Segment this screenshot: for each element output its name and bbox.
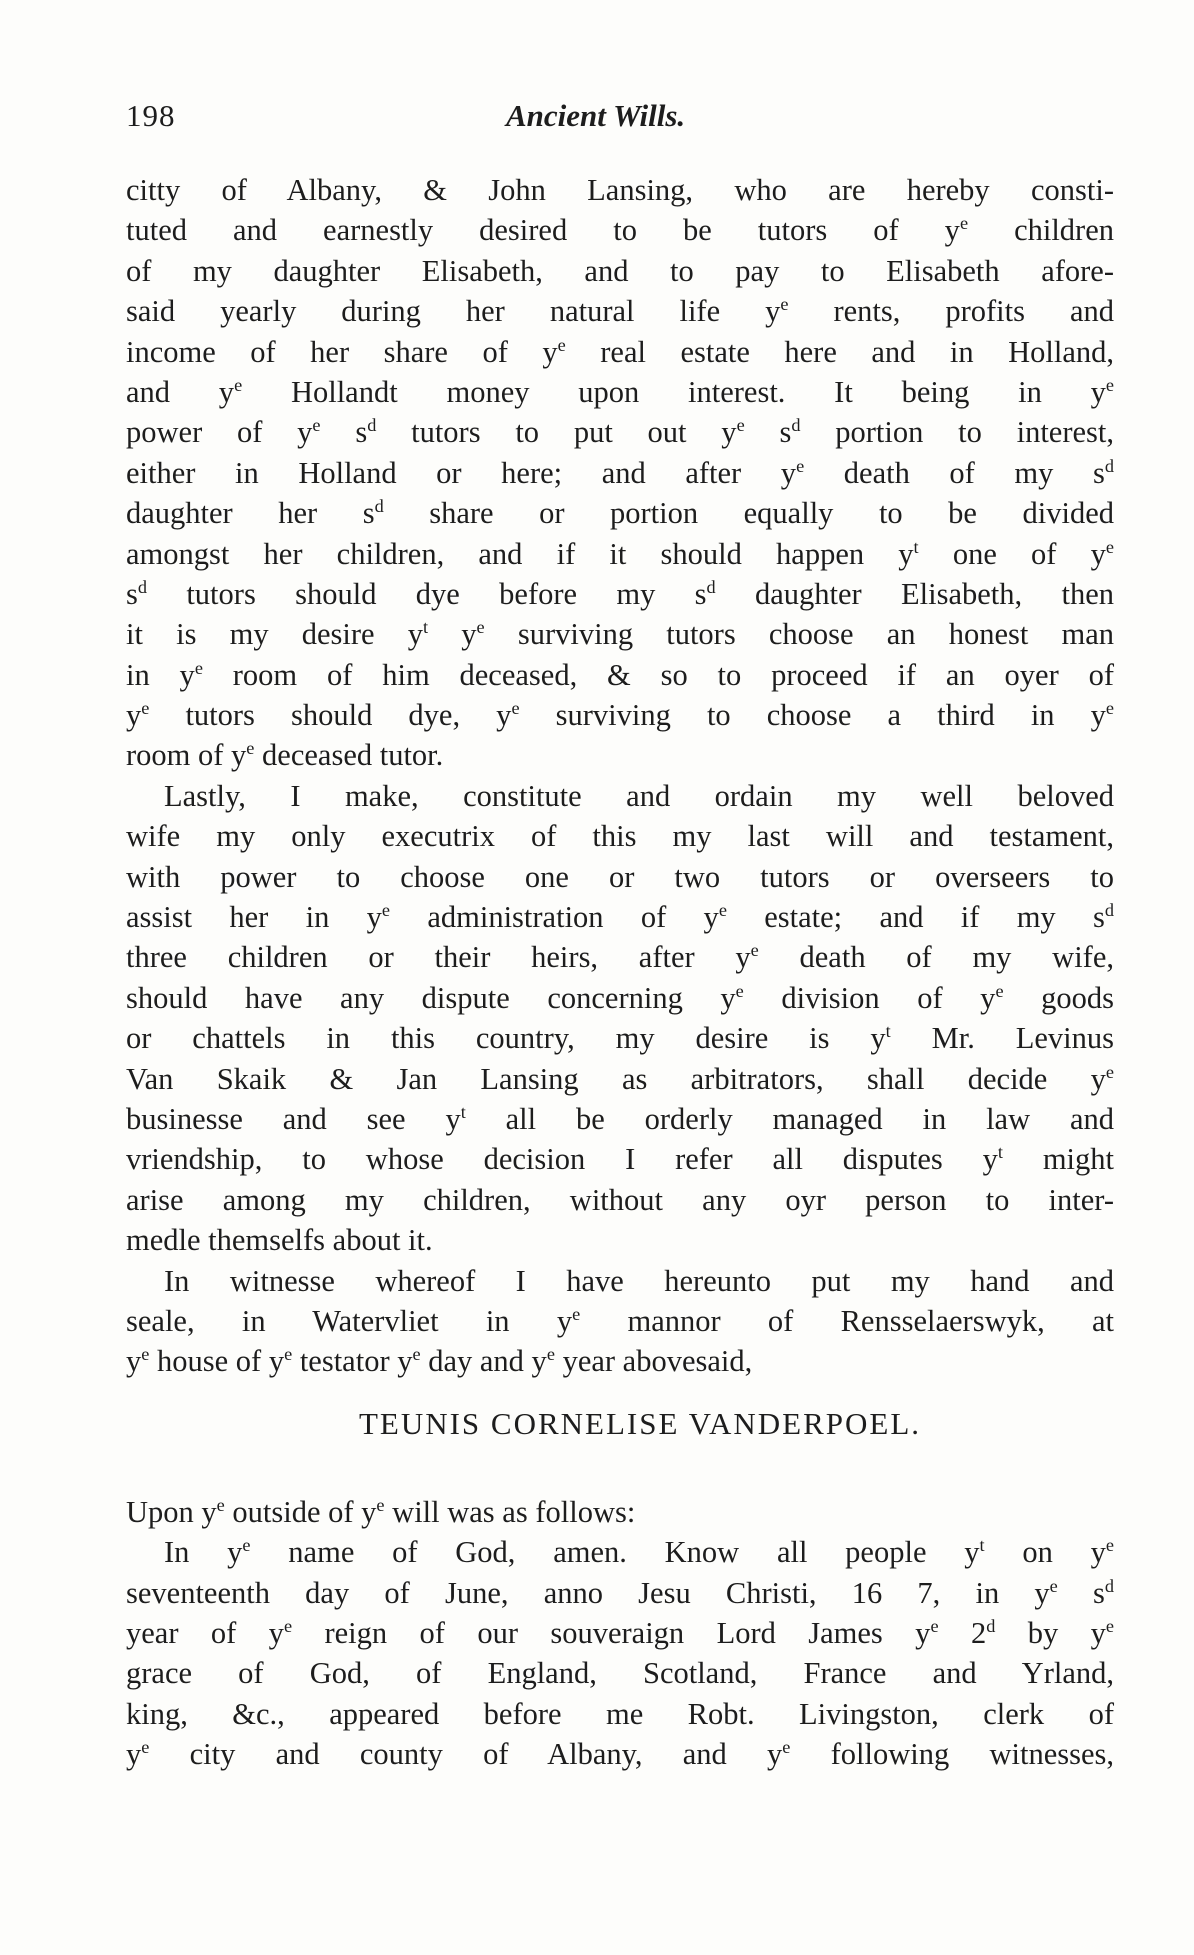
text-line: year of $y^e$ reign of our souveraign Lord James $y^e$ 2$^d$ by $y^e$ bbox=[126, 1615, 1115, 1650]
text-line: Upon $y^e$ outside of $y^e$ will was as follows: bbox=[126, 1494, 636, 1529]
text-line: either in Holland or here; and after $y^e$ death of my $s^d$ bbox=[126, 455, 1114, 490]
text-line: seale, in Watervliet in $y^e$ mannor of Rensselaerswyk, at bbox=[126, 1303, 1114, 1338]
text-line: daughter her $s^d$ share or portion equally to be divided bbox=[126, 495, 1114, 531]
text-line: with power to choose one or two tutors or overseers to bbox=[126, 859, 1114, 894]
testator-signature: TEUNIS CORNELISE VANDERPOEL. bbox=[358, 1405, 922, 1441]
text-line: businesse and see $y^t$ all be orderly managed in law and bbox=[126, 1101, 1115, 1136]
text-line: in $y^e$ room of him deceased, & so to proceed if an oyer of bbox=[126, 657, 1114, 692]
text-line: assist her in $y^e$ administration of $y^e$ estate; and if my $s^d$ bbox=[126, 899, 1114, 935]
text-line: king, &c., appeared before me Robt. Livingston, clerk of bbox=[126, 1696, 1114, 1731]
text-line: seventeenth day of June, anno Jesu Christi, 16 7, in $y^e$ $s^d$ bbox=[126, 1575, 1114, 1610]
text-line: should have any dispute concerning $y^e$ division of $y^e$ goods bbox=[126, 980, 1114, 1015]
spacer bbox=[126, 1466, 1114, 1492]
text-line: arise among my children, without any oyr person to inter- bbox=[126, 1182, 1114, 1217]
page-number: 198 bbox=[126, 98, 176, 133]
text-line: of my daughter Elisabeth, and to pay to Elisabeth afore- bbox=[126, 253, 1114, 288]
text-line: three children or their heirs, after $y^e$ death of my wife, bbox=[126, 940, 1114, 975]
text-line: said yearly during her natural life $y^e$ rents, profits and bbox=[126, 294, 1114, 329]
text-line: power of $y^e$ $s^d$ tutors to put out $y^e$ $s^d$ portion to interest, bbox=[126, 415, 1114, 450]
text-line: and $y^e$ Hollandt money upon interest. It being in $y^e$ bbox=[126, 374, 1114, 409]
running-title: Ancient Wills. bbox=[506, 98, 686, 133]
text-line: medle themselfs about it. bbox=[126, 1223, 433, 1258]
text-line: vriendship, to whose decision I refer all disputes $y^t$ might bbox=[126, 1142, 1114, 1177]
text-line: $y^e$ city and county of Albany, and $y^e$ following witnesses, bbox=[126, 1736, 1114, 1772]
text-line: amongst her children, and if it should happen $y^t$ one of $y^e$ bbox=[126, 536, 1114, 571]
text-line: $y^e$ tutors should dye, $y^e$ surviving to choose a third in $y^e$ bbox=[126, 697, 1115, 733]
text-line: income of her share of $y^e$ real estate here and in Holland, bbox=[126, 334, 1114, 369]
text-line: In witnesse whereof I have hereunto put my hand and bbox=[164, 1263, 1114, 1298]
text-line: wife my only executrix of this my last will and testament, bbox=[126, 819, 1114, 854]
text-line: $s^d$ tutors should dye before my $s^d$ daughter Elisabeth, then bbox=[126, 576, 1114, 611]
text-line: tuted and earnestly desired to be tutors of $y^e$ children bbox=[126, 213, 1115, 248]
text-line: room of $y^e$ deceased tutor. bbox=[126, 738, 444, 773]
text-line: $y^e$ house of $y^e$ testator $y^e$ day and $y^e$ year abovesaid, bbox=[126, 1344, 753, 1379]
text-line: or chattels in this country, my desire is $y^t$ Mr. Levinus bbox=[126, 1021, 1115, 1056]
text-line: grace of God, of England, Scotland, France and Yrland, bbox=[126, 1656, 1114, 1691]
running-head bbox=[126, 98, 1116, 142]
text-line: citty of Albany, & John Lansing, who are hereby consti- bbox=[126, 173, 1114, 207]
text-line: it is my desire $y^t$ $y^e$ surviving tutors choose an honest man bbox=[126, 617, 1115, 652]
text-line: In $y^e$ name of God, amen. Know all people $y^t$ on $y^e$ bbox=[164, 1534, 1114, 1570]
text-line: Lastly, I make, constitute and ordain my well beloved bbox=[164, 778, 1114, 813]
text-line: Van Skaik & Jan Lansing as arbitrators, shall decide $y^e$ bbox=[126, 1061, 1114, 1096]
body-text bbox=[126, 170, 1114, 1774]
